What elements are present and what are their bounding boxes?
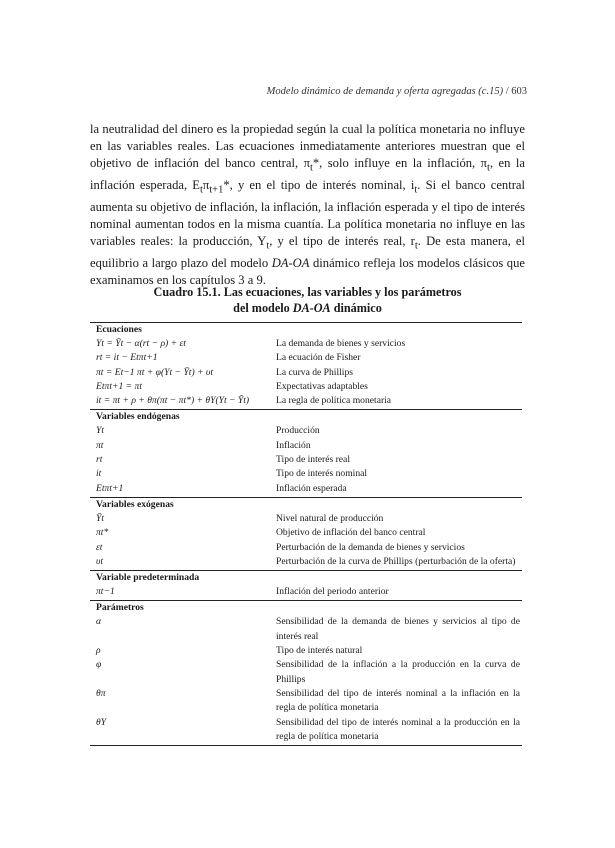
row-description: La ecuación de Fisher [276,352,361,364]
row-description: Inflación del periodo anterior [276,586,389,598]
caption-model-name: DA-OA [292,301,331,315]
row-symbol: it [96,468,102,480]
paragraph-text: π [202,178,210,193]
table-caption-line-2 [90,300,525,316]
model-name: DA-OA [271,255,310,270]
row-symbol: εt [96,541,103,553]
row-description: Tipo de interés nominal [276,468,368,480]
table-row [90,555,522,569]
row-symbol: Ȳt [96,512,105,524]
row-description: Inflación esperada [276,482,347,494]
paragraph-text: dinámico refleja los modelos clásicos que examinamos en los capítulos 3 a 9. [90,255,525,288]
subscript: t [266,240,270,252]
caption-text: dinámico [330,301,382,315]
row-symbol: Yt = Ȳt − α(rt − ρ) + εt [96,338,186,349]
running-title: Modelo dinámico de demanda y oferta agregadas (c.15) [266,86,504,97]
table-section [90,497,522,570]
table-row [90,658,522,687]
section-title: Variables exógenas [96,498,174,510]
table-row [90,482,522,496]
table-row [90,337,522,351]
table-row [90,380,522,394]
subscript: t [487,162,490,174]
paragraph-text: *, solo influye en la inflación, π [312,156,488,171]
row-symbol: ρ [96,645,101,657]
row-description: La curva de Phillips [276,366,353,378]
section-title: Ecuaciones [96,324,142,335]
subscript: t [199,184,203,196]
paragraph-text: , y el tipo de interés real, r [269,234,415,249]
subscript: t [414,240,418,252]
row-description: Expectativas adaptables [276,380,368,392]
paragraph-text: , en la inflación esperada, E [90,156,525,193]
model-table [90,322,522,746]
row-symbol: φ [96,659,102,671]
table-row [90,453,522,467]
section-title: Variables endógenas [96,411,180,423]
row-description: La demanda de bienes y servicios [276,338,406,349]
table-caption [90,284,525,316]
table-row [90,644,522,658]
row-description: Tipo de interés real [276,454,350,466]
row-description: Perturbación de la curva de Phillips (perturbación de la oferta) [276,555,516,567]
table-caption-line-1: Cuadro 15.1. Las ecuaciones, las variables y los parámetros [153,285,462,299]
row-description: Objetivo de inflación del banco central [276,527,426,539]
paragraph-text: la neutralidad del dinero es la propiedad según la cual la política monetaria no influye en las variables reales. Las ecuaciones inmediatamente anteriores muestran que el objetivo de inflación del banco central, π [90,122,525,171]
row-symbol: υt [96,555,104,567]
table-row [90,585,522,599]
section-title: Parámetros [96,602,144,614]
row-symbol: rt [96,454,103,466]
row-description: Sensibilidad de la inflación a la producción en la curva de Phillips [276,659,520,685]
page-number: 603 [511,86,527,97]
row-symbol: Yt [96,425,105,437]
caption-text: del modelo [233,301,293,315]
running-header [267,86,527,97]
row-symbol: it = πt + ρ + θπ(πt − πt*) + θY(Yt − Ȳt) [96,395,250,407]
row-description: Tipo de interés natural [276,645,363,657]
row-description: Sensibilidad del tipo de interés nominal a la producción en la regla de política monetaria [276,716,520,742]
table-row [90,615,522,644]
table-row [90,687,522,716]
table-row [90,366,522,380]
table-section [90,323,522,409]
table-row [90,439,522,453]
subscript: t [309,162,313,174]
subscript: t [414,184,418,196]
row-description: Perturbación de la demanda de bienes y servicios [276,541,465,553]
table-section [90,409,522,496]
paragraph-text: *, y en el tipo de interés nominal, i [223,178,415,193]
table-row [90,467,522,481]
row-description: Nivel natural de producción [276,512,384,524]
row-symbol: rt = it − Etπt+1 [96,352,158,364]
row-symbol: Etπt+1 [96,482,124,494]
body-paragraph [90,121,525,289]
section-title: Variable predeterminada [96,572,200,584]
table-row [90,512,522,526]
table-row [90,394,522,408]
table-row [90,351,522,365]
row-description: Inflación [276,439,311,451]
table-section [90,600,522,745]
header-separator: / [505,86,509,97]
row-description: Producción [276,425,320,437]
row-symbol: Etπt+1 = πt [96,380,143,392]
table-row [90,716,522,745]
row-symbol: πt = Et−1 πt + φ(Yt − Ȳt) + υt [96,366,213,378]
row-symbol: θY [96,716,107,728]
row-symbol: θπ [96,687,106,699]
table-row [90,541,522,555]
subscript: t+1 [209,184,224,196]
table-section [90,570,522,600]
row-symbol: πt [96,439,104,451]
paragraph-text: . Si el banco central aumenta su objetivo de inflación, la inflación, la inflación esperada y el tipo de interés nominal aumentan todos en la misma cuantía. La política monetaria no influye en las variables reales: la producción, Y [90,178,526,249]
table-row [90,526,522,540]
row-symbol: πt−1 [96,586,115,598]
row-symbol: πt* [96,527,109,539]
row-description: Sensibilidad de la demanda de bienes y servicios al tipo de interés real [276,616,520,642]
paragraph-text: . De esta manera, el equilibrio a largo plazo del modelo [90,234,525,270]
row-symbol: α [96,616,102,628]
row-description: La regla de política monetaria [276,395,392,407]
row-description: Sensibilidad del tipo de interés nominal a la inflación en la regla de política monetaria [276,687,520,714]
table-row [90,424,522,438]
